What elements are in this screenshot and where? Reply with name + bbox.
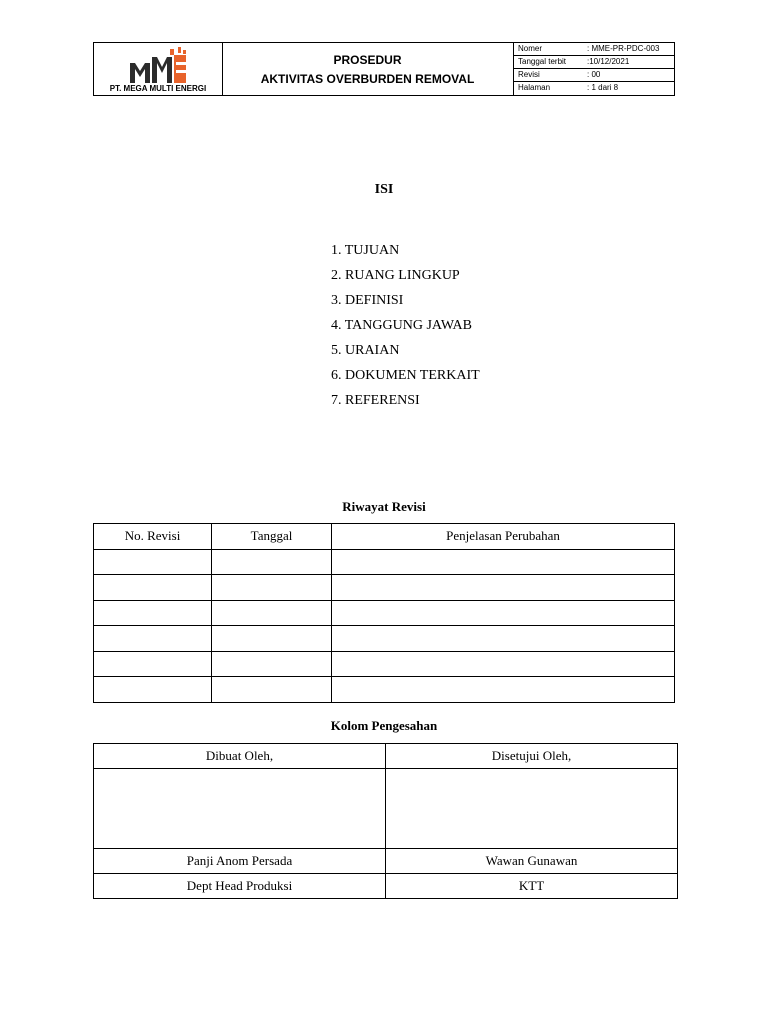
table-cell: [94, 626, 212, 652]
title-line-2: AKTIVITAS OVERBURDEN REMOVAL: [260, 72, 475, 86]
approved-by-header: Disetujui Oleh,: [386, 744, 678, 769]
table-cell: [332, 575, 675, 601]
meta-value: : MME-PR-PDC-003: [587, 44, 660, 53]
meta-key: Revisi: [518, 70, 540, 79]
position-row: [94, 874, 678, 899]
revision-history-title: Riwayat Revisi: [342, 499, 426, 514]
toc-item: 1. TUJUAN: [331, 243, 400, 258]
approval-table: [93, 743, 678, 899]
table-row: [94, 626, 675, 652]
meta-key: Nomer: [518, 44, 543, 53]
meta-row-nomer: [513, 43, 674, 56]
name-row: [94, 849, 678, 874]
table-of-contents: [331, 242, 480, 417]
company-name: PT. MEGA MULTI ENERGI: [109, 84, 207, 93]
meta-value: : 1 dari 8: [587, 83, 619, 92]
title-line-1: PROSEDUR: [333, 53, 402, 67]
table-row: [94, 677, 675, 703]
prepared-by-signature-box: [94, 769, 386, 849]
table-cell: [332, 549, 675, 575]
toc-item: 3. DEFINISI: [331, 293, 404, 308]
prepared-by-position: Dept Head Produksi: [94, 874, 386, 899]
toc-item: 4. TANGGUNG JAWAB: [331, 318, 472, 333]
meta-key: Tanggal terbit: [518, 57, 567, 66]
approved-by-position: KTT: [386, 874, 678, 899]
table-cell: [332, 626, 675, 652]
logo-area: [94, 43, 223, 95]
toc-item: 7. REFERENSI: [331, 393, 420, 408]
column-header: No. Revisi: [94, 524, 212, 550]
document-title: [222, 43, 514, 95]
table-row: [94, 600, 675, 626]
table-row: [94, 549, 675, 575]
toc-item: 6. DOKUMEN TERKAIT: [331, 368, 480, 383]
signature-row: [94, 769, 678, 849]
meta-row-revisi: [513, 69, 674, 82]
table-cell: [332, 651, 675, 677]
document-meta: [513, 43, 674, 95]
table-cell: [94, 575, 212, 601]
table-cell: [212, 651, 332, 677]
table-cell: [94, 651, 212, 677]
table-cell: [212, 677, 332, 703]
approved-by-signature-box: [386, 769, 678, 849]
table-row: [94, 575, 675, 601]
table-header-row: [94, 524, 675, 550]
table-cell: [94, 600, 212, 626]
table-row: [94, 651, 675, 677]
document-header: [93, 42, 675, 96]
meta-value: : 00: [587, 70, 601, 79]
table-cell: [332, 677, 675, 703]
table-cell: [212, 549, 332, 575]
prepared-by-name: Panji Anom Persada: [94, 849, 386, 874]
table-cell: [212, 575, 332, 601]
approved-by-name: Wawan Gunawan: [386, 849, 678, 874]
meta-row-tanggal: [513, 56, 674, 69]
meta-row-halaman: [513, 82, 674, 95]
table-cell: [332, 600, 675, 626]
approval-title: Kolom Pengesahan: [330, 718, 438, 733]
column-header: Penjelasan Perubahan: [332, 524, 675, 550]
meta-key: Halaman: [518, 83, 551, 92]
isi-title: ISI: [374, 182, 394, 197]
toc-item: 2. RUANG LINGKUP: [331, 268, 460, 283]
prepared-by-header: Dibuat Oleh,: [94, 744, 386, 769]
approval-header-row: [94, 744, 678, 769]
revision-history-table: [93, 523, 675, 703]
table-cell: [212, 626, 332, 652]
table-cell: [94, 549, 212, 575]
company-logo: [128, 45, 188, 85]
table-cell: [212, 600, 332, 626]
toc-item: 5. URAIAN: [331, 343, 400, 358]
table-cell: [94, 677, 212, 703]
column-header: Tanggal: [212, 524, 332, 550]
meta-value: :10/12/2021: [587, 57, 630, 66]
